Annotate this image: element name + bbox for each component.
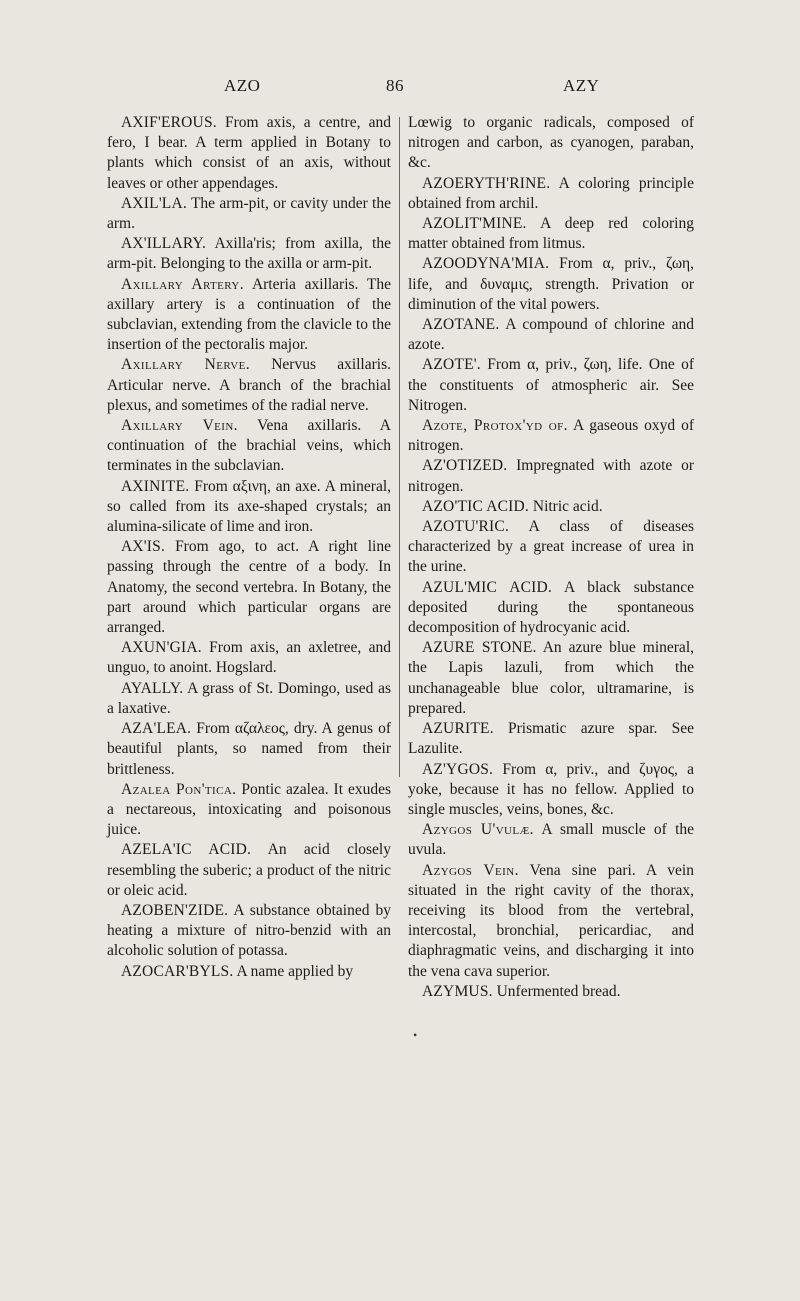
entry-definition: From α, priv., and ζυγος, a yoke, because it has no fellow. Applied to single muscles, veins, bones, &c. bbox=[408, 760, 694, 818]
dictionary-entry bbox=[107, 477, 391, 538]
entry-headword: Azalea Pon'tica. bbox=[121, 780, 237, 798]
entry-headword: AXUN'GIA. bbox=[121, 639, 202, 657]
dictionary-entry bbox=[107, 194, 391, 234]
dictionary-entry bbox=[107, 234, 391, 274]
entry-headword: AZOLIT'MINE. bbox=[422, 215, 527, 233]
entry-definition: From axis, a centre, and fero, I bear. A term applied in Botany to plants which consist of an axis, without leaves or other appendages. bbox=[107, 114, 391, 192]
entry-definition: A coloring principle obtained from archil. bbox=[408, 174, 694, 212]
entry-definition: A deep red coloring matter obtained from litmus. bbox=[408, 215, 694, 253]
entry-headword: AZOERYTH'RINE. bbox=[422, 174, 551, 192]
left-column bbox=[107, 113, 391, 982]
dictionary-entry bbox=[408, 517, 694, 578]
dictionary-entry bbox=[107, 901, 391, 962]
entry-definition: Lœwig to organic radicals, composed of nitrogen and carbon, as cyanogen, paraban, &c. bbox=[408, 114, 694, 172]
entry-headword: AZOBEN'ZIDE. bbox=[121, 901, 229, 919]
dictionary-entry bbox=[408, 760, 694, 821]
entry-definition: A grass of St. Domingo, used as a laxative. bbox=[107, 679, 391, 717]
dictionary-entry bbox=[107, 840, 391, 901]
entry-headword: AZ'OTIZED. bbox=[422, 457, 508, 475]
entry-headword: Axillary Vein. bbox=[121, 417, 238, 435]
entry-headword: AZELA'IC ACID. bbox=[121, 841, 252, 859]
entry-definition: A black substance deposited during the spontaneous decomposition of hydrocyanic acid. bbox=[408, 578, 694, 637]
entry-definition: Vena sine pari. A vein situated in the right cavity of the thorax, receiving its blood from the vertebral, intercostal, bronchial, pericardiac, and diaphragmatic veins, and discharging it into the vena cava superior. bbox=[408, 861, 694, 980]
dictionary-entry bbox=[107, 638, 391, 678]
entry-headword: AXINITE. bbox=[121, 477, 190, 495]
entry-definition: From α, priv., ζωη, life, and δυναμις, strength. Privation or diminution of the vital powers. bbox=[408, 255, 694, 313]
dictionary-entry bbox=[408, 861, 694, 982]
entry-definition: From ago, to act. A right line passing through the centre of a body. In Anatomy, the second vertebra. In Botany, the part around which particular organs are arranged. bbox=[107, 538, 391, 637]
entry-headword: AZURITE. bbox=[422, 720, 494, 738]
entry-definition: Vena axillaris. A continuation of the brachial veins, which terminates in the subclavian. bbox=[107, 417, 391, 475]
entry-headword: AX'ILLARY. bbox=[121, 235, 207, 253]
dictionary-entry bbox=[408, 254, 694, 315]
entry-headword: Azote, Protox'yd of. bbox=[422, 417, 568, 435]
entry-headword: AZYMUS. bbox=[422, 982, 493, 1000]
dictionary-entry bbox=[107, 719, 391, 780]
entry-headword: AZO'TIC ACID. bbox=[422, 497, 529, 515]
entry-definition: Impregnated with azote or nitrogen. bbox=[408, 457, 694, 495]
dictionary-entry bbox=[408, 578, 694, 639]
entry-definition: The arm-pit, or cavity under the arm. bbox=[107, 194, 391, 233]
dictionary-entry bbox=[408, 174, 694, 214]
entry-definition: An acid closely resembling the suberic; a product of the nitric or oleic acid. bbox=[107, 841, 391, 899]
entry-definition: A compound of chlorine and azote. bbox=[408, 316, 694, 354]
entry-definition: From α, priv., ζωη, life. One of the constituents of atmospheric air. See Nitrogen. bbox=[408, 356, 695, 414]
dictionary-entry bbox=[107, 679, 391, 719]
entry-headword: Axillary Artery. bbox=[121, 275, 245, 293]
entry-definition: From αζαλεος, dry. A genus of beautiful plants, so named from their brittleness. bbox=[107, 720, 392, 778]
entry-headword: AZOCAR'BYLS. bbox=[121, 962, 234, 980]
dictionary-entry bbox=[107, 780, 391, 841]
entry-definition: A class of diseases characterized by a great increase of urea in the urine. bbox=[408, 518, 694, 576]
entry-definition: A gaseous oxyd of nitrogen. bbox=[408, 417, 694, 455]
entry-definition: Unfermented bread. bbox=[496, 982, 621, 1000]
dictionary-entry bbox=[408, 355, 694, 416]
entry-headword: AZURE STONE. bbox=[422, 639, 537, 657]
entry-definition: A substance obtained by heating a mixture of nitro-benzid with an alcoholic solution of potassa. bbox=[107, 901, 391, 960]
dictionary-entry bbox=[107, 537, 391, 638]
dictionary-entry bbox=[107, 113, 391, 194]
stray-mark: • bbox=[413, 1028, 418, 1042]
dictionary-entry bbox=[408, 820, 694, 860]
entry-headword: Azygos Vein. bbox=[422, 861, 519, 879]
entry-headword: Azygos U'vulæ. bbox=[422, 821, 534, 839]
entry-definition: Prismatic azure spar. See Lazulite. bbox=[408, 720, 695, 758]
dictionary-entry bbox=[408, 497, 694, 517]
header-left-guide-word: AZO bbox=[224, 76, 261, 95]
entry-definition: A name applied by bbox=[236, 962, 354, 980]
entry-definition: From axis, an axletree, and unguo, to anoint. Hogslard. bbox=[107, 639, 392, 677]
entry-definition: Arteria axillaris. The axillary artery is a continuation of the subclavian, extending from the clavicle to the insertion of the pectoralis major. bbox=[107, 275, 391, 354]
dictionary-entry bbox=[408, 638, 694, 719]
page-number: 86 bbox=[386, 76, 404, 95]
running-header bbox=[190, 76, 620, 106]
dictionary-entry bbox=[107, 275, 391, 356]
entry-definition: A small muscle of the uvula. bbox=[408, 821, 694, 859]
entry-headword: Axillary Nerve. bbox=[121, 356, 250, 374]
entry-headword: AYALLY. bbox=[121, 679, 184, 697]
column-divider bbox=[399, 117, 400, 777]
dictionary-entry bbox=[107, 416, 391, 477]
dictionary-entry bbox=[408, 416, 694, 456]
entry-definition: From αξινη, an axe. A mineral, so called from its axe-shaped crystals; an alumina-silicate of lime and iron. bbox=[107, 477, 392, 536]
entry-headword: AZOODYNA'MIA. bbox=[422, 255, 550, 273]
dictionary-entry bbox=[408, 113, 694, 174]
entry-headword: AZA'LEA. bbox=[121, 720, 192, 738]
entry-headword: AXIF'EROUS. bbox=[121, 114, 217, 131]
dictionary-entry bbox=[408, 982, 694, 1002]
dictionary-entry bbox=[107, 355, 391, 416]
entry-definition: Nervus axillaris. Articular nerve. A branch of the brachial plexus, and sometimes of the radial nerve. bbox=[107, 356, 391, 414]
header-right-guide-word: AZY bbox=[563, 76, 600, 95]
dictionary-entry bbox=[408, 456, 694, 496]
entry-definition: Nitric acid. bbox=[532, 497, 603, 515]
dictionary-entry bbox=[408, 214, 694, 254]
entry-headword: AX'IS. bbox=[121, 538, 166, 556]
right-column bbox=[408, 113, 694, 1002]
entry-headword: AZ'YGOS. bbox=[422, 760, 494, 778]
entry-headword: AZOTANE. bbox=[422, 316, 500, 334]
entry-headword: AZUL'MIC ACID. bbox=[422, 578, 552, 596]
entry-headword: AXIL'LA. bbox=[121, 194, 187, 212]
entry-definition: Axilla'ris; from axilla, the arm-pit. Belonging to the axilla or arm-pit. bbox=[107, 235, 391, 273]
entry-headword: AZOTU'RIC. bbox=[422, 518, 510, 536]
entry-definition: An azure blue mineral, the Lapis lazuli, from which the unchanageable blue color, ultramarine, is prepared. bbox=[408, 639, 694, 717]
dictionary-entry bbox=[408, 315, 694, 355]
entry-headword: AZOTE'. bbox=[422, 356, 481, 374]
entry-definition: Pontic azalea. It exudes a nectareous, intoxicating and poisonous juice. bbox=[107, 780, 392, 839]
dictionary-entry bbox=[408, 719, 694, 759]
dictionary-entry bbox=[107, 962, 391, 982]
